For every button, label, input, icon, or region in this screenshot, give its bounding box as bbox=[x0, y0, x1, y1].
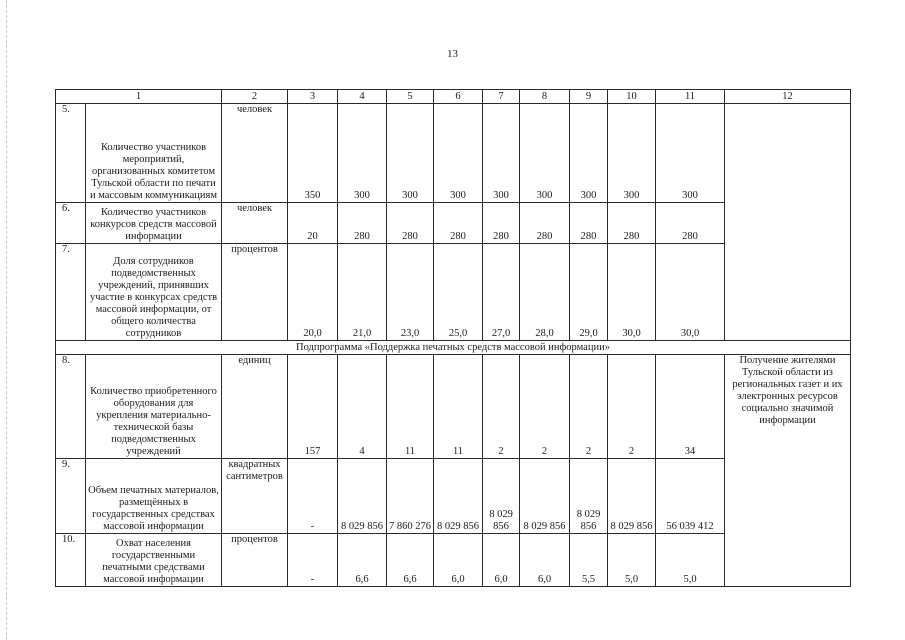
value-cell: 27,0 bbox=[483, 244, 520, 341]
value-cell: 300 bbox=[570, 104, 608, 203]
value-cell: 350 bbox=[288, 104, 338, 203]
value-cell: 8 029 856 bbox=[338, 459, 387, 534]
indicator-name: Количество приобретенного оборудования для укрепления материально-технической базы подведомственных учреждений bbox=[86, 355, 222, 459]
row-number: 6. bbox=[56, 203, 86, 244]
row-number: 9. bbox=[56, 459, 86, 534]
value-cell: 6,0 bbox=[483, 534, 520, 587]
value-cell: 300 bbox=[520, 104, 570, 203]
value-cell: 280 bbox=[656, 203, 725, 244]
indicator-unit: процентов bbox=[222, 534, 288, 587]
col-header: 7 bbox=[483, 90, 520, 104]
indicator-unit: человек bbox=[222, 203, 288, 244]
indicator-name: Доля сотрудников подведомственных учреждений, принявших участие в конкурсах средств массовой информации, от общего количества сотрудников bbox=[86, 244, 222, 341]
indicator-unit: процентов bbox=[222, 244, 288, 341]
row-number: 7. bbox=[56, 244, 86, 341]
col-header: 3 bbox=[288, 90, 338, 104]
value-cell: 34 bbox=[656, 355, 725, 459]
row-number: 8. bbox=[56, 355, 86, 459]
value-cell: 300 bbox=[338, 104, 387, 203]
value-cell: 8 029 856 bbox=[434, 459, 483, 534]
col-header: 11 bbox=[656, 90, 725, 104]
note-cell: Получение жителями Тульской области из региональных газет и их электронных ресурсов социально значимой информации bbox=[725, 355, 851, 587]
value-cell: 5,0 bbox=[656, 534, 725, 587]
col-header: 9 bbox=[570, 90, 608, 104]
indicators-table bbox=[55, 89, 851, 587]
value-cell: 7 860 276 bbox=[387, 459, 434, 534]
value-cell: 8 029 856 bbox=[570, 459, 608, 534]
subprogram-row bbox=[56, 341, 851, 355]
value-cell: 2 bbox=[520, 355, 570, 459]
col-header: 6 bbox=[434, 90, 483, 104]
note-cell bbox=[725, 104, 851, 341]
col-header: 5 bbox=[387, 90, 434, 104]
value-cell: 157 bbox=[288, 355, 338, 459]
value-cell: 280 bbox=[570, 203, 608, 244]
value-cell: 11 bbox=[387, 355, 434, 459]
value-cell: 11 bbox=[434, 355, 483, 459]
value-cell: 23,0 bbox=[387, 244, 434, 341]
value-cell: 21,0 bbox=[338, 244, 387, 341]
value-cell: 8 029 856 bbox=[483, 459, 520, 534]
value-cell: 280 bbox=[608, 203, 656, 244]
value-cell: 8 029 856 bbox=[608, 459, 656, 534]
col-header: 10 bbox=[608, 90, 656, 104]
value-cell: 30,0 bbox=[608, 244, 656, 341]
value-cell: 4 bbox=[338, 355, 387, 459]
value-cell: 30,0 bbox=[656, 244, 725, 341]
value-cell: 2 bbox=[483, 355, 520, 459]
col-header: 4 bbox=[338, 90, 387, 104]
value-cell: 300 bbox=[656, 104, 725, 203]
value-cell: 280 bbox=[387, 203, 434, 244]
table-row bbox=[56, 104, 851, 203]
table-row bbox=[56, 355, 851, 459]
value-cell: 2 bbox=[608, 355, 656, 459]
indicator-name: Количество участников конкурсов средств массовой информации bbox=[86, 203, 222, 244]
value-cell: 6,0 bbox=[520, 534, 570, 587]
value-cell: - bbox=[288, 459, 338, 534]
indicator-unit: единиц bbox=[222, 355, 288, 459]
col-header: 1 bbox=[56, 90, 222, 104]
indicator-unit: человек bbox=[222, 104, 288, 203]
row-number: 10. bbox=[56, 534, 86, 587]
value-cell: 20,0 bbox=[288, 244, 338, 341]
value-cell: 280 bbox=[338, 203, 387, 244]
value-cell: 25,0 bbox=[434, 244, 483, 341]
indicator-unit: квадратных сантиметров bbox=[222, 459, 288, 534]
value-cell: 280 bbox=[483, 203, 520, 244]
value-cell: 2 bbox=[570, 355, 608, 459]
value-cell: 56 039 412 bbox=[656, 459, 725, 534]
value-cell: 300 bbox=[608, 104, 656, 203]
col-header: 8 bbox=[520, 90, 570, 104]
value-cell: 28,0 bbox=[520, 244, 570, 341]
column-numbers-row bbox=[56, 90, 851, 104]
indicator-name: Объем печатных материалов, размещённых в государственных средствах массовой информации bbox=[86, 459, 222, 534]
value-cell: 5,0 bbox=[608, 534, 656, 587]
value-cell: 300 bbox=[434, 104, 483, 203]
row-number: 5. bbox=[56, 104, 86, 203]
value-cell: 300 bbox=[387, 104, 434, 203]
value-cell: 280 bbox=[434, 203, 483, 244]
indicator-name: Количество участников мероприятий, организованных комитетом Тульской области по печати и массовым коммуникациям bbox=[86, 104, 222, 203]
value-cell: 300 bbox=[483, 104, 520, 203]
col-header: 12 bbox=[725, 90, 851, 104]
value-cell: 280 bbox=[520, 203, 570, 244]
page-number: 13 bbox=[447, 48, 458, 60]
value-cell: 29,0 bbox=[570, 244, 608, 341]
value-cell: 8 029 856 bbox=[520, 459, 570, 534]
subprogram-title: Подпрограмма «Поддержка печатных средств массовой информации» bbox=[56, 341, 851, 355]
value-cell: - bbox=[288, 534, 338, 587]
value-cell: 6,0 bbox=[434, 534, 483, 587]
value-cell: 20 bbox=[288, 203, 338, 244]
value-cell: 6,6 bbox=[387, 534, 434, 587]
page-left-edge bbox=[6, 0, 7, 640]
indicator-name: Охват населения государственными печатными средствами массовой информации bbox=[86, 534, 222, 587]
col-header: 2 bbox=[222, 90, 288, 104]
value-cell: 5,5 bbox=[570, 534, 608, 587]
value-cell: 6,6 bbox=[338, 534, 387, 587]
